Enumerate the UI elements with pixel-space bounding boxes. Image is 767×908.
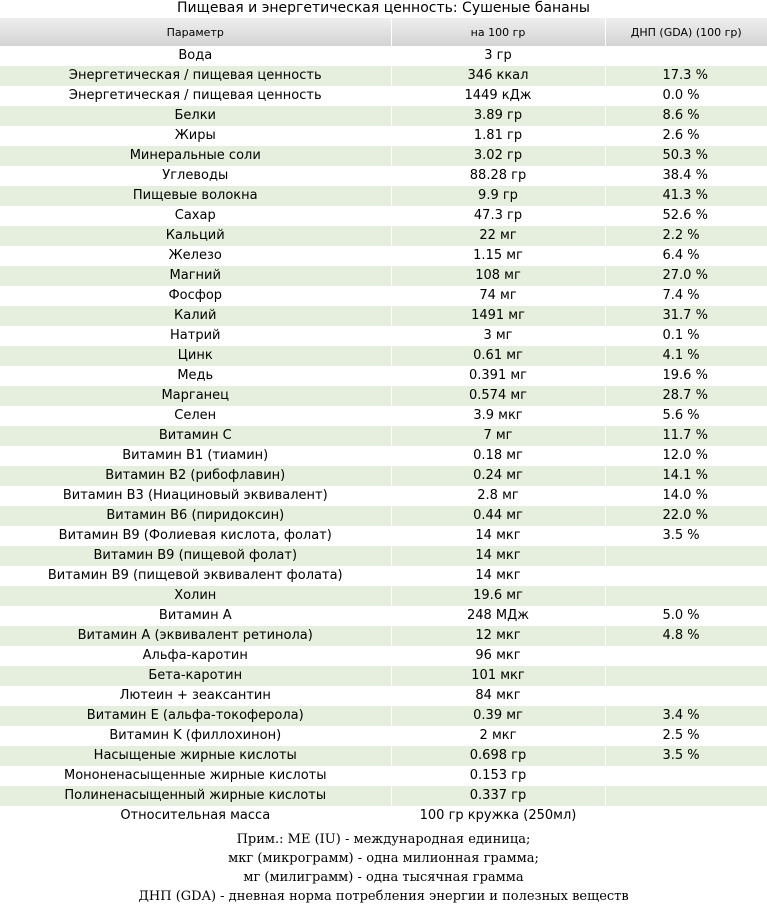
table-row — [0, 366, 767, 386]
amount-cell: 101 мкг — [391, 666, 605, 686]
table-row — [0, 86, 767, 106]
table-row — [0, 106, 767, 126]
parameter-cell: Витамин K (филлохинон) — [0, 726, 391, 746]
parameter-cell: Углеводы — [0, 166, 391, 186]
amount-cell: 0.337 гр — [391, 786, 605, 806]
amount-cell: 3 мг — [391, 326, 605, 346]
amount-cell: 100 гр кружка (250мл) — [391, 806, 605, 826]
table-row — [0, 146, 767, 166]
amount-cell: 3.89 гр — [391, 106, 605, 126]
parameter-cell: Альфа-каротин — [0, 646, 391, 666]
table-row — [0, 806, 767, 826]
header-row — [0, 18, 767, 46]
amount-cell: 88.28 гр — [391, 166, 605, 186]
table-row — [0, 666, 767, 686]
amount-cell: 14 мкг — [391, 526, 605, 546]
table-row — [0, 686, 767, 706]
table-row — [0, 226, 767, 246]
amount-cell: 1.15 мг — [391, 246, 605, 266]
parameter-cell: Витамин A (эквивалент ретинола) — [0, 626, 391, 646]
parameter-cell: Насыщеные жирные кислоты — [0, 746, 391, 766]
column-header-parameter: Параметр — [0, 18, 391, 46]
footnotes — [0, 830, 767, 906]
amount-cell: 14 мкг — [391, 546, 605, 566]
amount-cell: 0.39 мг — [391, 706, 605, 726]
table-row — [0, 746, 767, 766]
gda-cell: 14.0 % — [605, 486, 767, 506]
amount-cell: 74 мг — [391, 286, 605, 306]
amount-cell: 0.698 гр — [391, 746, 605, 766]
table-row — [0, 526, 767, 546]
parameter-cell: Витамин B3 (Ниациновый эквивалент) — [0, 486, 391, 506]
amount-cell: 3.9 мкг — [391, 406, 605, 426]
table-row — [0, 786, 767, 806]
gda-cell: 3.5 % — [605, 746, 767, 766]
parameter-cell: Бета-каротин — [0, 666, 391, 686]
table-row — [0, 246, 767, 266]
table-row — [0, 66, 767, 86]
parameter-cell: Цинк — [0, 346, 391, 366]
parameter-cell: Энергетическая / пищевая ценность — [0, 66, 391, 86]
gda-cell — [605, 566, 767, 586]
amount-cell: 19.6 мг — [391, 586, 605, 606]
parameter-cell: Полиненасыщенный жирные кислоты — [0, 786, 391, 806]
parameter-cell: Относительная масса — [0, 806, 391, 826]
gda-cell: 2.5 % — [605, 726, 767, 746]
footnote-line: мкг (микрограмм) - одна милионная грамма; — [228, 851, 539, 866]
gda-cell: 17.3 % — [605, 66, 767, 86]
parameter-cell: Пищевые волокна — [0, 186, 391, 206]
gda-cell: 5.0 % — [605, 606, 767, 626]
parameter-cell: Жиры — [0, 126, 391, 146]
table-row — [0, 586, 767, 606]
gda-cell — [605, 646, 767, 666]
gda-cell: 3.4 % — [605, 706, 767, 726]
amount-cell: 0.18 мг — [391, 446, 605, 466]
parameter-cell: Вода — [0, 46, 391, 66]
gda-cell: 6.4 % — [605, 246, 767, 266]
parameter-cell: Холин — [0, 586, 391, 606]
table-row — [0, 126, 767, 146]
amount-cell: 0.24 мг — [391, 466, 605, 486]
parameter-cell: Энергетическая / пищевая ценность — [0, 86, 391, 106]
parameter-cell: Белки — [0, 106, 391, 126]
amount-cell: 47.3 гр — [391, 206, 605, 226]
table-row — [0, 486, 767, 506]
amount-cell: 22 мг — [391, 226, 605, 246]
amount-cell: 2 мкг — [391, 726, 605, 746]
gda-cell: 2.2 % — [605, 226, 767, 246]
amount-cell: 3.02 гр — [391, 146, 605, 166]
amount-cell: 14 мкг — [391, 566, 605, 586]
gda-cell: 38.4 % — [605, 166, 767, 186]
gda-cell — [605, 786, 767, 806]
table-row — [0, 546, 767, 566]
gda-cell: 7.4 % — [605, 286, 767, 306]
gda-cell: 4.8 % — [605, 626, 767, 646]
gda-cell: 22.0 % — [605, 506, 767, 526]
table-row — [0, 566, 767, 586]
amount-cell: 9.9 гр — [391, 186, 605, 206]
nutrition-table — [0, 18, 767, 826]
gda-cell — [605, 666, 767, 686]
parameter-cell: Витамин B6 (пиридоксин) — [0, 506, 391, 526]
amount-cell: 0.44 мг — [391, 506, 605, 526]
gda-cell: 12.0 % — [605, 446, 767, 466]
table-row — [0, 266, 767, 286]
parameter-cell: Витамин C — [0, 426, 391, 446]
table-row — [0, 606, 767, 626]
table-row — [0, 446, 767, 466]
amount-cell: 248 МДж — [391, 606, 605, 626]
parameter-cell: Фосфор — [0, 286, 391, 306]
table-row — [0, 186, 767, 206]
amount-cell: 0.391 мг — [391, 366, 605, 386]
gda-cell: 28.7 % — [605, 386, 767, 406]
amount-cell: 96 мкг — [391, 646, 605, 666]
parameter-cell: Витамин B2 (рибофлавин) — [0, 466, 391, 486]
gda-cell — [605, 546, 767, 566]
parameter-cell: Селен — [0, 406, 391, 426]
parameter-cell: Медь — [0, 366, 391, 386]
footnote-line: ДНП (GDA) - дневная норма потребления энергии и полезных веществ — [138, 889, 629, 904]
table-row — [0, 406, 767, 426]
parameter-cell: Железо — [0, 246, 391, 266]
gda-cell: 27.0 % — [605, 266, 767, 286]
parameter-cell: Витамин B9 (пищевой эквивалент фолата) — [0, 566, 391, 586]
table-row — [0, 326, 767, 346]
table-caption: Пищевая и энергетическая ценность: Сушеные бананы — [177, 0, 590, 16]
table-row — [0, 426, 767, 446]
amount-cell: 1449 кДж — [391, 86, 605, 106]
gda-cell: 3.5 % — [605, 526, 767, 546]
parameter-cell: Витамин B9 (пищевой фолат) — [0, 546, 391, 566]
gda-cell: 4.1 % — [605, 346, 767, 366]
gda-cell: 8.6 % — [605, 106, 767, 126]
gda-cell — [605, 586, 767, 606]
parameter-cell: Витамин E (альфа-токоферола) — [0, 706, 391, 726]
gda-cell — [605, 46, 767, 66]
table-row — [0, 386, 767, 406]
table-row — [0, 346, 767, 366]
gda-cell: 14.1 % — [605, 466, 767, 486]
parameter-cell: Сахар — [0, 206, 391, 226]
amount-cell: 84 мкг — [391, 686, 605, 706]
table-body — [0, 46, 767, 826]
gda-cell: 31.7 % — [605, 306, 767, 326]
table-row — [0, 766, 767, 786]
table-row — [0, 306, 767, 326]
gda-cell — [605, 766, 767, 786]
table-row — [0, 506, 767, 526]
parameter-cell: Мононенасыщенные жирные кислоты — [0, 766, 391, 786]
table-row — [0, 706, 767, 726]
footnote-line: мг (милиграмм) - одна тысячная грамма — [243, 870, 524, 885]
amount-cell: 0.574 мг — [391, 386, 605, 406]
column-header-per-100g: на 100 гр — [391, 18, 605, 46]
parameter-cell: Витамин B9 (Фолиевая кислота, фолат) — [0, 526, 391, 546]
parameter-cell: Витамин B1 (тиамин) — [0, 446, 391, 466]
table-row — [0, 46, 767, 66]
parameter-cell: Калий — [0, 306, 391, 326]
amount-cell: 7 мг — [391, 426, 605, 446]
table-row — [0, 726, 767, 746]
amount-cell: 1.81 гр — [391, 126, 605, 146]
table-row — [0, 466, 767, 486]
footnote-line: Прим.: ME (IU) - международная единица; — [236, 832, 531, 847]
amount-cell: 108 мг — [391, 266, 605, 286]
parameter-cell: Натрий — [0, 326, 391, 346]
table-row — [0, 206, 767, 226]
table-row — [0, 646, 767, 666]
gda-cell — [605, 686, 767, 706]
amount-cell: 2.8 мг — [391, 486, 605, 506]
gda-cell: 5.6 % — [605, 406, 767, 426]
amount-cell: 0.153 гр — [391, 766, 605, 786]
parameter-cell: Лютеин + зеаксантин — [0, 686, 391, 706]
parameter-cell: Минеральные соли — [0, 146, 391, 166]
gda-cell: 19.6 % — [605, 366, 767, 386]
gda-cell — [605, 806, 767, 826]
gda-cell: 11.7 % — [605, 426, 767, 446]
gda-cell: 2.6 % — [605, 126, 767, 146]
amount-cell: 346 ккал — [391, 66, 605, 86]
amount-cell: 3 гр — [391, 46, 605, 66]
parameter-cell: Кальций — [0, 226, 391, 246]
amount-cell: 12 мкг — [391, 626, 605, 646]
gda-cell: 0.0 % — [605, 86, 767, 106]
gda-cell: 50.3 % — [605, 146, 767, 166]
gda-cell: 41.3 % — [605, 186, 767, 206]
table-row — [0, 286, 767, 306]
table-row — [0, 626, 767, 646]
amount-cell: 1491 мг — [391, 306, 605, 326]
parameter-cell: Магний — [0, 266, 391, 286]
gda-cell: 0.1 % — [605, 326, 767, 346]
amount-cell: 0.61 мг — [391, 346, 605, 366]
table-row — [0, 166, 767, 186]
parameter-cell: Марганец — [0, 386, 391, 406]
column-header-gda: ДНП (GDA) (100 гр) — [605, 18, 767, 46]
parameter-cell: Витамин A — [0, 606, 391, 626]
gda-cell: 52.6 % — [605, 206, 767, 226]
